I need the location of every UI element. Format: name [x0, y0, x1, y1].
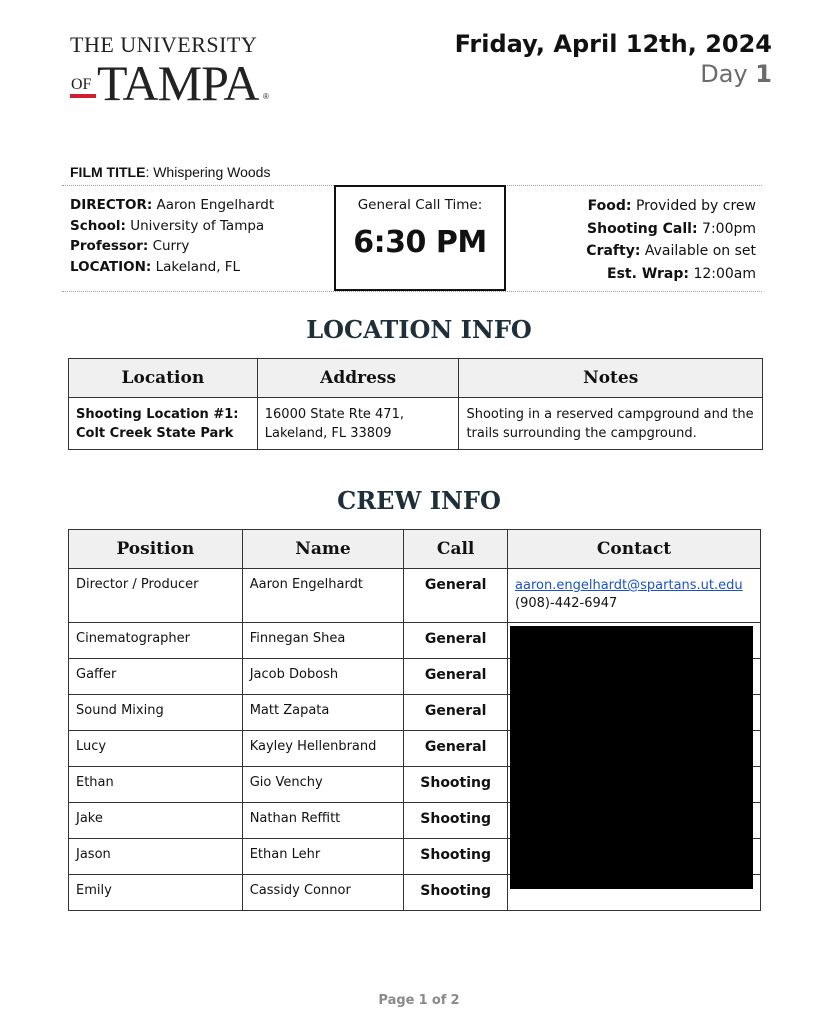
call-cell: Shooting: [404, 839, 508, 875]
name-cell: Matt Zapata: [242, 695, 404, 731]
page-label: Page: [378, 993, 415, 1008]
divider-bottom: [62, 291, 762, 292]
location-label: LOCATION:: [70, 258, 152, 275]
shooting-call-line: [586, 218, 756, 241]
wrap-line: [586, 263, 756, 286]
page-total: 2: [450, 993, 460, 1008]
name-cell: Cassidy Connor: [242, 875, 404, 911]
logo-red-bar: [70, 94, 96, 98]
location-table-header: [69, 359, 763, 398]
date-block: [455, 30, 772, 88]
table-row: [69, 569, 761, 623]
address-line2: Lakeland, FL 33809: [264, 426, 392, 441]
shooting-call-value: 7:00pm: [702, 220, 756, 237]
food-line: [586, 195, 756, 218]
film-title-value: Whispering Woods: [153, 164, 271, 180]
crafty-line: [586, 240, 756, 263]
location-line1: Shooting Location #1:: [76, 407, 239, 422]
page-indicator: [0, 993, 838, 1008]
notes-line1: Shooting in a reserved campground and the: [466, 407, 754, 422]
col-contact: Contact: [508, 530, 761, 569]
position-cell: Jason: [69, 839, 243, 875]
school-label: School:: [70, 217, 126, 234]
contact-cell: [508, 569, 761, 623]
table-row: [69, 398, 763, 450]
position-cell: Ethan: [69, 767, 243, 803]
name-cell: Gio Venchy: [242, 767, 404, 803]
call-cell: General: [404, 695, 508, 731]
logistics-details: [586, 195, 756, 285]
call-cell: General: [404, 659, 508, 695]
col-name: Name: [242, 530, 404, 569]
call-time-label: General Call Time:: [357, 197, 483, 213]
page-of: of: [431, 993, 447, 1008]
position-cell: Sound Mixing: [69, 695, 243, 731]
position-cell: Jake: [69, 803, 243, 839]
location-cell: [69, 398, 258, 450]
position-cell: Cinematographer: [69, 623, 243, 659]
call-cell: Shooting: [404, 803, 508, 839]
film-title-label: FILM TITLE: [70, 164, 146, 180]
call-cell: Shooting: [404, 767, 508, 803]
notes-line2: trails surrounding the campground.: [466, 426, 697, 441]
col-call: Call: [404, 530, 508, 569]
school-line: [70, 216, 274, 237]
day-value: 1: [755, 60, 772, 88]
call-cell: General: [404, 623, 508, 659]
day-number: [455, 60, 772, 88]
page-current: 1: [418, 993, 428, 1008]
crafty-value: Available on set: [644, 243, 756, 259]
position-cell: Gaffer: [69, 659, 243, 695]
location-info-title: LOCATION INFO: [306, 315, 532, 344]
position-cell: Lucy: [69, 731, 243, 767]
director-label: DIRECTOR:: [70, 197, 153, 213]
shoot-date: Friday, April 12th, 2024: [454, 30, 772, 58]
day-label: Day: [700, 60, 748, 88]
position-cell: Director / Producer: [69, 569, 243, 623]
name-cell: Jacob Dobosh: [242, 659, 404, 695]
name-cell: Finnegan Shea: [242, 623, 404, 659]
phone-number: (908)-442-6947: [515, 596, 618, 611]
call-cell: General: [404, 569, 508, 623]
crew-info-title: CREW INFO: [337, 486, 501, 515]
crew-table-header: [69, 530, 761, 569]
col-location: Location: [69, 359, 258, 398]
film-title: FILM TITLE: Whispering Woods: [70, 164, 271, 180]
logo-of: OF: [71, 76, 92, 93]
director-value: Aaron Engelhardt: [156, 197, 275, 213]
wrap-value: 12:00am: [693, 265, 756, 282]
email-link[interactable]: aaron.engelhardt@spartans.ut.edu: [515, 578, 743, 593]
col-position: Position: [69, 530, 243, 569]
address-cell: [257, 398, 459, 450]
location-line2: Colt Creek State Park: [76, 426, 234, 441]
call-cell: General: [404, 731, 508, 767]
logo-registered: ®: [263, 92, 269, 101]
location-line: [70, 257, 274, 278]
logo-tampa: TAMPA: [97, 55, 259, 111]
call-cell: Shooting: [404, 875, 508, 911]
notes-cell: [459, 398, 763, 450]
crafty-label: Crafty:: [586, 243, 641, 259]
name-cell: Kayley Hellenbrand: [242, 731, 404, 767]
school-value: University of Tampa: [130, 217, 265, 234]
redacted-contacts: [510, 626, 753, 889]
shooting-call-label: Shooting Call:: [587, 220, 698, 237]
general-call-time-box: [334, 185, 506, 291]
name-cell: Nathan Reffitt: [242, 803, 404, 839]
professor-label: Professor:: [70, 238, 149, 254]
professor-line: [70, 236, 274, 257]
position-cell: Emily: [69, 875, 243, 911]
food-value: Provided by crew: [635, 198, 756, 214]
address-line1: 16000 State Rte 471,: [264, 407, 404, 422]
director-line: [70, 195, 274, 216]
call-time-value: 6:30 PM: [353, 225, 487, 260]
location-value: Lakeland, FL: [155, 258, 241, 275]
col-address: Address: [257, 359, 459, 398]
professor-value: Curry: [152, 238, 190, 254]
name-cell: Aaron Engelhardt: [242, 569, 404, 623]
food-label: Food:: [587, 198, 632, 214]
production-details: [70, 195, 274, 277]
location-table: [68, 358, 763, 450]
col-notes: Notes: [459, 359, 763, 398]
wrap-label: Est. Wrap:: [607, 265, 689, 282]
logo-line1: THE UNIVERSITY: [70, 32, 258, 57]
university-logo: [70, 32, 270, 111]
name-cell: Ethan Lehr: [242, 839, 404, 875]
